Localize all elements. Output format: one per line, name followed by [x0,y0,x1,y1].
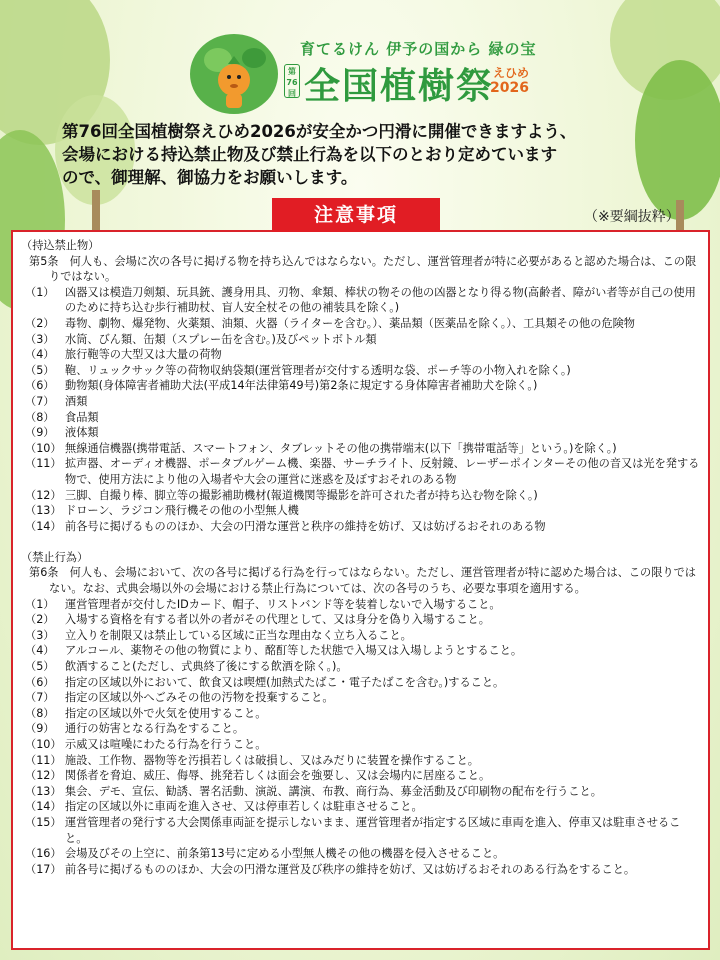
item-number: （11） [25,753,62,767]
item-text: 運営管理者の発行する大会関係車両証を提示しないまま、運営管理者が指定する区域に車両を進入、停車又は駐車させること。 [65,815,681,845]
item-number: （3） [25,332,55,346]
list-item [21,643,700,659]
item-number: （15） [25,815,62,829]
item-number: （6） [25,379,55,393]
item-text: 拡声器、オーディオ機器、ポータブルゲーム機、楽器、サーチライト、反射鏡、レーザーポインターその他の音又は光を発する物で、使用方法により他の入場者や大会の運営に迷惑を及ぼすおそれのある物 [65,457,700,486]
item-number: （14） [25,519,62,533]
item-text: 指定の区域以外で火気を使用すること。 [65,706,267,720]
list-item [21,347,700,363]
festival-location: えひめ [493,66,530,80]
list-item [21,519,700,535]
list-item [21,612,700,628]
item-number: （9） [25,722,55,736]
item-text: 旅行鞄等の大型又は大量の荷物 [65,348,222,362]
item-number: （17） [25,862,62,876]
notice-badge: 注意事項 [272,198,440,232]
item-number: （2） [25,316,55,330]
item-text: 酒類 [65,394,88,408]
item-text: アルコール、薬物その他の物質により、酩酊等した状態で入場又は入場しようとすること。 [65,644,523,658]
festival-logo [188,30,284,116]
item-number: （12） [25,769,62,783]
item-number: （8） [25,706,55,720]
item-text: 運営管理者が交付したIDカード、帽子、リストバンド等を装着しないで入場すること。 [65,597,501,611]
item-number: （13） [25,504,62,518]
item-text: 入場する資格を有する者以外の者がその代理として、又は身分を偽り入場すること。 [65,613,490,627]
item-text: 鞄、リュックサック等の荷物収納袋類(運営管理者が交付する透明な袋、ポーチ等の小物入れを除く。) [65,363,571,377]
item-number: （6） [25,675,55,689]
tree-right-top-icon [600,0,720,230]
list-item [21,503,700,519]
item-number: （5） [25,363,55,377]
item-text: 液体類 [65,426,99,440]
item-text: 飲酒すること(ただし、式典終了後にする飲酒を除く。)。 [65,660,348,674]
section-title: （禁止行為） [21,550,89,564]
item-text: 集会、デモ、宣伝、勧誘、署名活動、演説、講演、布教、商行為、募金活動及び印刷物の配布を行うこと。 [65,784,602,798]
list-item [21,706,700,722]
item-text: 示威又は喧噪にわたる行為を行うこと。 [65,738,267,751]
list-item [21,862,700,878]
list-item [21,456,700,487]
item-text: 会場及びその上空に、前条第13号に定める小型無人機その他の機器を侵入させること。 [65,847,505,861]
item-text: 指定の区域以外へごみその他の汚物を投棄すること。 [65,691,334,705]
item-text: 前各号に掲げるもののほか、大会の円滑な運営及び秩序の維持を妨げ、又は妨げるおそれのある行為をすること。 [65,862,636,876]
item-number: （11） [25,457,62,471]
item-text: 施設、工作物、器物等を汚損若しくは破損し、又はみだりに装置を操作すること。 [65,753,479,767]
intro-line: ので、御理解、御協力をお願いします。 [62,168,358,187]
item-number: （1） [25,285,55,299]
list-item [21,753,700,769]
item-number: （8） [25,410,55,424]
list-item [21,441,700,457]
intro-line: 第76回全国植樹祭えひめ2026が安全かつ円滑に開催できますよう、 [62,122,577,141]
list-item [21,737,700,753]
list-item [21,721,700,737]
list-item [21,285,700,316]
list-item [21,410,700,426]
list-item [21,846,700,862]
item-text: 通行の妨害となる行為をすること。 [65,722,245,736]
slogan: 育てるけん 伊予の国から 緑の宝 [300,40,537,58]
item-number: （4） [25,348,55,362]
excerpt-note: （※要綱抜粋） [584,209,680,225]
item-number: （10） [25,738,62,751]
item-text: 立入りを制限又は禁止している区域に正当な理由なく立ち入ること。 [65,628,412,642]
list-item [21,799,700,815]
list-item [21,659,700,675]
article-text: 第5条 何人も、会場に次の各号に掲げる物を持ち込んではならない。ただし、運営管理者が特に必要があると認めた場合は、この限りではない。 [29,254,697,284]
item-number: （10） [25,441,62,455]
item-number: （1） [25,597,55,611]
item-number: （16） [25,847,62,861]
item-number: （5） [25,660,55,674]
item-number: （7） [25,394,55,408]
prohibited-acts-list [21,597,700,878]
list-item [21,784,700,800]
item-number: （4） [25,644,55,658]
item-text: 関係者を脅迫、威圧、侮辱、挑発若しくは面会を強要し、又は会場内に居座ること。 [65,769,491,783]
item-text: 指定の区域以外に車両を進入させ、又は停車若しくは駐車させること。 [65,800,423,814]
item-text: 動物類(身体障害者補助犬法(平成14年法律第49号)第2条に規定する身体障害者補助犬を除く。) [65,379,538,393]
prohibited-items-list [21,285,700,535]
item-text: 無線通信機器(携帯電話、スマートフォン、タブレットその他の携帯端末(以下「携帯電話等」という。)を除く。) [65,441,617,455]
list-item [21,768,700,784]
festival-title: 全国植樹祭 [304,66,495,107]
item-text: 水筒、びん類、缶類（スプレー缶を含む。)及びペットボトル類 [65,332,377,346]
item-text: ドローン、ラジコン飛行機その他の小型無人機 [65,504,299,518]
list-item [21,628,700,644]
list-item [21,394,700,410]
item-text: 毒物、劇物、爆発物、火薬類、油類、火器（ライターを含む。）、薬品類（医薬品を除く。）、工具類その他の危険物 [65,316,635,330]
festival-year: 2026 [490,80,529,96]
intro-text [62,120,682,189]
item-text: 食品類 [65,410,99,424]
article-text: 第6条 何人も、会場において、次の各号に掲げる行為を行ってはならない。ただし、運営管理者が特に認めた場合は、この限りではない。なお、式典会場以外の会場における禁止行為については、次の各号のうち、必要な事項を適用する。 [29,566,696,596]
item-text: 前各号に掲げるもののほか、大会の円滑な運営と秩序の維持を妨げ、又は妨げるおそれのある物 [65,519,546,533]
list-item [21,815,700,846]
regulations-box [11,230,710,950]
item-text: 三脚、自撮り棒、脚立等の撮影補助機材(報道機関等撮影を許可された者が持ち込む物を除く。) [65,488,538,502]
item-text: 指定の区域以外において、飲食又は喫煙(加熱式たばこ・電子たばこを含む。)すること。 [65,675,505,689]
intro-line: 会場における持込禁止物及び禁止行為を以下のとおり定めています [62,145,557,164]
list-item [21,597,700,613]
edition-badge: 第76回 [284,64,300,98]
list-item [21,316,700,332]
item-number: （3） [25,628,55,642]
item-number: （2） [25,613,55,627]
list-item [21,425,700,441]
list-item [21,488,700,504]
item-number: （7） [25,691,55,705]
list-item [21,332,700,348]
list-item [21,690,700,706]
list-item [21,363,700,379]
section-title: （持込禁止物） [21,239,100,252]
item-number: （13） [25,784,62,798]
item-number: （12） [25,488,62,502]
item-number: （9） [25,426,55,440]
list-item [21,378,700,394]
list-item [21,675,700,691]
item-text: 凶器又は模造刀剣類、玩具銃、護身用具、刃物、傘類、棒状の物その他の凶器となり得る物(高齢者、障がい者等が自己の使用のために持ち込む歩行補助杖、盲人安全杖その他の補装具を除く。) [65,285,696,315]
item-number: （14） [25,800,62,814]
